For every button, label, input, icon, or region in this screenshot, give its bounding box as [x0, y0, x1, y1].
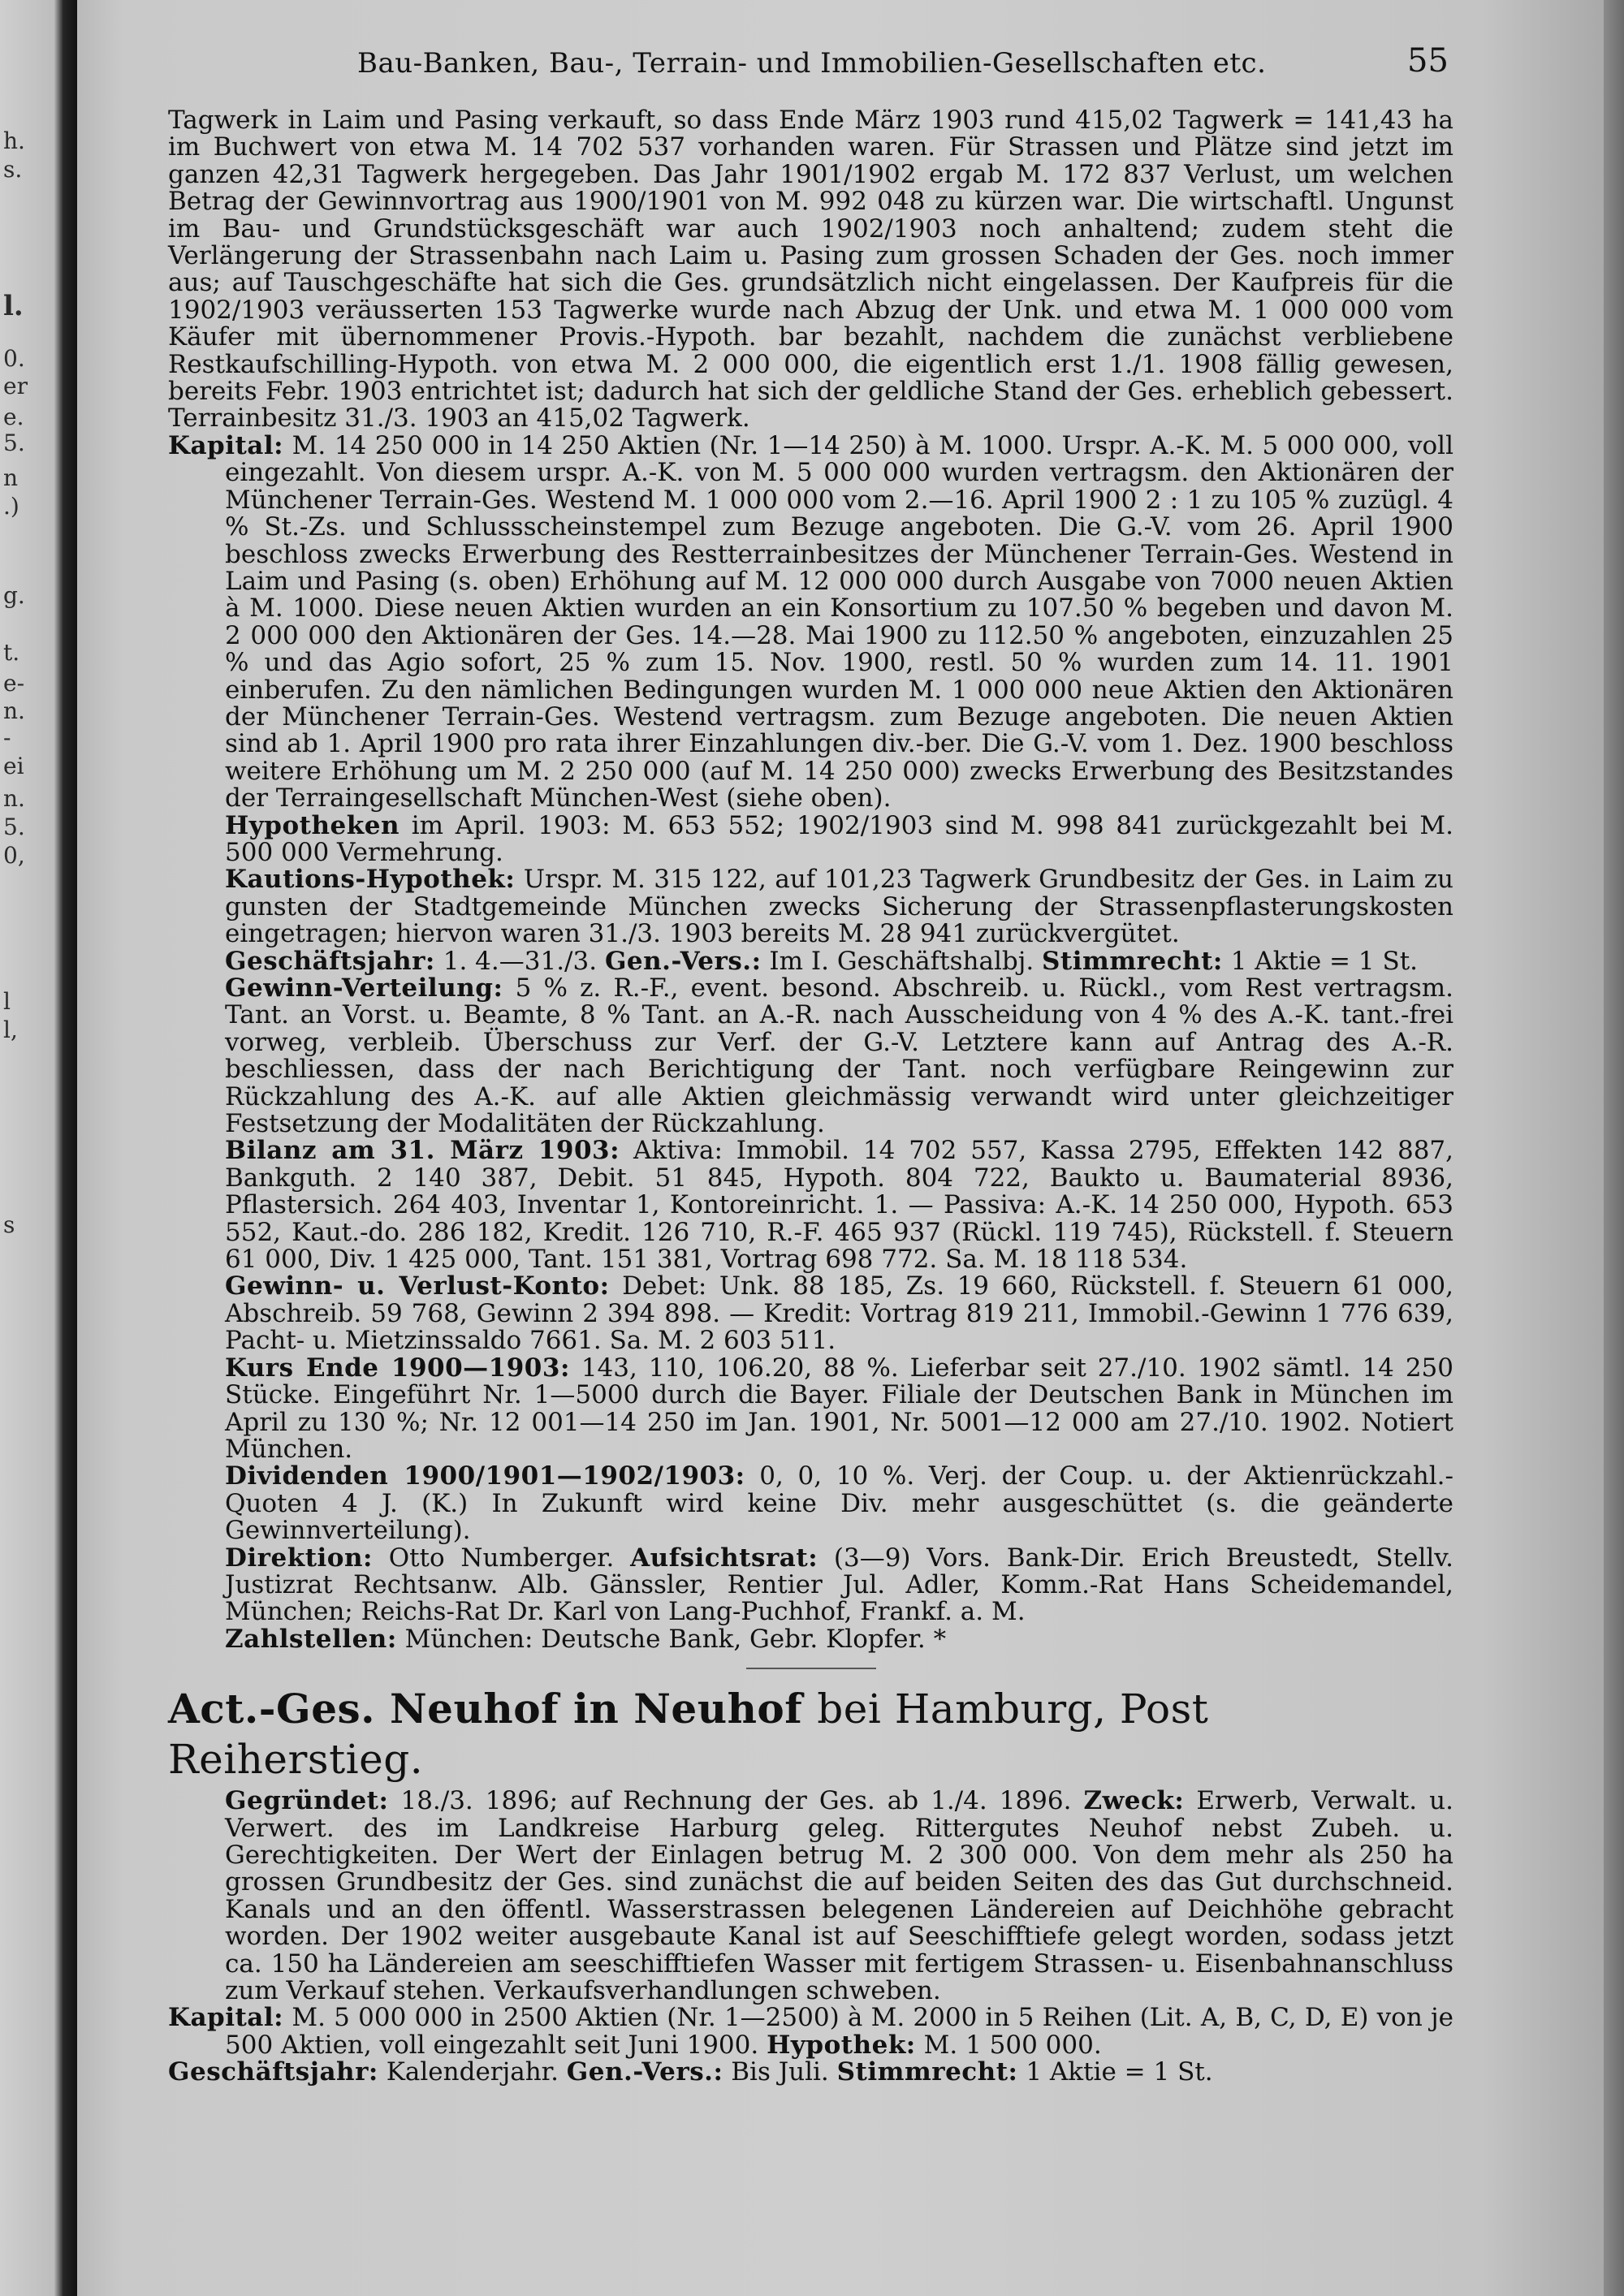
- kautions-label: Kautions-Hypothek:: [225, 865, 516, 895]
- gegruendet-label: Gegründet:: [225, 1786, 389, 1816]
- geschaeftsjahr-label: Geschäftsjahr:: [225, 946, 435, 976]
- book-binding-right: [1604, 0, 1624, 2296]
- dividenden-entry: [168, 1463, 1453, 1544]
- company-name: Act.-Ges. Neuhof in Neuhof: [168, 1685, 803, 1733]
- previous-page-fragments: [0, 0, 57, 2296]
- bilanz-entry: [168, 1137, 1453, 1273]
- margin-fragment: l.: [3, 290, 24, 322]
- page-body: [168, 107, 1453, 2087]
- genvers-label: Gen.-Vers.:: [604, 946, 762, 976]
- neuhof-stimmrecht-text: 1 Aktie = 1 St.: [1026, 2057, 1213, 2087]
- dividenden-label: Dividenden 1900/1901—1902/1903:: [225, 1461, 745, 1491]
- kautions-entry: [168, 866, 1453, 947]
- margin-fragment: s: [3, 1211, 15, 1238]
- margin-fragment: er: [3, 373, 28, 399]
- margin-fragment: l: [3, 988, 11, 1015]
- company-location: bei Hamburg, Post Reiherstieg.: [168, 1685, 1209, 1784]
- margin-fragment: n.: [3, 785, 25, 812]
- hypotheken-entry: [168, 810, 1453, 867]
- guv-entry: [168, 1273, 1453, 1354]
- zweck-text: Erwerb, Verwalt. u. Verwert. des im Landkreise Harburg geleg. Rittergutes Neuhof nebst Zubeh. u. Gerechtigkeiten. Der Wert der Einlagen betrug M. 2 300 000. Von dem mehr als 250 ha grossen Grundbesitz der Ges. sind zunächst die auf beiden Seiten des das Gut durchschneid. Kanals und an den öffentl. Wasserstrassen belegenen Ländereien auf Deichhöhe gebracht worden. Der 1902 weiter ausgebaute Kanal ist auf Seeschifftiefe gelegt worden, sodass jetzt ca. 150 ha Ländereien am seeschifftiefen Wasser mit fertigem Strassen- u. Eisenbahnanschluss zum Verkauf stehen. Verkaufsverhandlungen schweben.: [225, 1786, 1453, 2005]
- margin-fragment: 0,: [3, 842, 25, 869]
- direktion-label: Direktion:: [225, 1543, 373, 1573]
- margin-fragment: g.: [3, 582, 25, 609]
- kurs-entry: [168, 1355, 1453, 1464]
- stimmrecht-text: 1 Aktie = 1 St.: [1230, 946, 1419, 976]
- neuhof-stimmrecht-label: Stimmrecht:: [836, 2057, 1018, 2087]
- neuhof-geschaeftsjahr-label: Geschäftsjahr:: [168, 2057, 378, 2087]
- hypotheken-label: Hypotheken: [225, 810, 400, 840]
- margin-fragment: 5.: [3, 429, 25, 456]
- gegruendet-text: 18./3. 1896; auf Rechnung der Ges. ab 1./4. 1896.: [400, 1786, 1072, 1816]
- neuhof-kapital-label: Kapital:: [168, 2003, 284, 2033]
- margin-fragment: n.: [3, 697, 25, 724]
- kurs-label: Kurs Ende 1900—1903:: [225, 1353, 570, 1383]
- neuhof-geschaeftsjahr-entry: [168, 2059, 1453, 2086]
- guv-label: Gewinn- u. Verlust-Konto:: [225, 1271, 610, 1301]
- margin-fragment: 5.: [3, 814, 25, 840]
- stimmrecht-label: Stimmrecht:: [1042, 946, 1223, 976]
- aufsichtsrat-text: (3—9) Vors. Bank-Dir. Erich Breustedt, Stellv. Justizrat Rechtsanw. Alb. Gänssler, Rentier Jul. Adler, Komm.-Rat Hans Scheidemandel, München; Reichs-Rat Dr. Karl von Lang-Puchhof, Frankf. a. M.: [225, 1543, 1453, 1627]
- westend-continuation: [168, 107, 1453, 1653]
- margin-fragment: h.: [3, 127, 25, 154]
- neuhof-geschaeftsjahr-text: Kalenderjahr.: [386, 2057, 559, 2087]
- dividenden-text: 0, 0, 10 %. Verj. der Coup. u. der Aktienrückzahl.-Quoten 4 J. (K.) In Zukunft wird keine Div. mehr ausgeschüttet (s. die geänderte Gewinnverteilung).: [225, 1461, 1453, 1546]
- margin-fragment: l,: [3, 1016, 18, 1043]
- direktion-entry: [168, 1545, 1453, 1626]
- geschaeftsjahr-text: 1. 4.—31./3.: [443, 946, 598, 976]
- gewinnverteilung-label: Gewinn-Verteilung:: [225, 973, 503, 1003]
- aufsichtsrat-label: Aufsichtsrat:: [630, 1543, 818, 1573]
- genvers-text: Im I. Geschäftshalbj.: [769, 946, 1034, 976]
- margin-fragment: e.: [3, 404, 24, 430]
- page-number: 55: [1407, 42, 1449, 80]
- margin-fragment: e-: [3, 670, 25, 697]
- company-title: [168, 1684, 1453, 1785]
- kurs-text: 143, 110, 106.20, 88 %. Lieferbar seit 27./10. 1902 sämtl. 14 250 Stücke. Eingeführt Nr. 1—5000 durch die Bayer. Filiale der Deutschen Bank in München im April zu 130 %; Nr. 12 001—14 250 im Jan. 1901, Nr. 5001—12 000 am 27./10. 1902. Notiert München.: [225, 1353, 1453, 1464]
- margin-fragment: -: [3, 724, 11, 751]
- hypothek-text: M. 1 500 000.: [923, 2030, 1102, 2060]
- kapital-text: M. 14 250 000 in 14 250 Aktien (Nr. 1—14 250) à M. 1000. Urspr. A.-K. M. 5 000 000, voll eingezahlt. Von diesem urspr. A.-K. von M. 5 000 000 wurden vertragsm. den Aktionären der Münchener Terrain-Ges. Westend M. 1 000 000 vom 2.—16. April 1900 2 : 1 zu 105 % zuzügl. 4 % St.-Zs. und Schlussscheinstempel zum Bezuge angeboten. Die G.-V. vom 26. April 1900 beschloss zwecks Erwerbung des Restterrainbesitzes der Münchener Terrain-Ges. Westend in Laim und Pasing (s. oben) Erhöhung auf M. 12 000 000 durch Ausgabe von 7000 neuen Aktien à M. 1000. Diese neuen Aktien wurden an ein Konsortium zu 107.50 % begeben und davon M. 2 000 000 den Aktionären der Ges. 14.—28. Mai 1900 zu 112.50 % angeboten, einzuzahlen 25 % und das Agio sofort, 25 % zum 15. Nov. 1900, restl. 50 % wurden zum 14. 11. 1901 einberufen. Zu den nämlichen Bedingungen wurden M. 1 000 000 neue Aktien den Aktionären der Münchener Terrain-Ges. Westend vertragsm. zum Bezuge angeboten. Die neuen Aktien sind ab 1. April 1900 pro rata ihrer Einzahlungen div.-ber. Die G.-V. vom 1. Dez. 1900 beschloss weitere Erhöhung um M. 2 250 000 (auf M. 14 250 000) zwecks Erwerbung des Besitzstandes der Terraingesellschaft München-West (siehe oben).: [225, 430, 1453, 814]
- bilanz-text: Aktiva: Immobil. 14 702 557, Kassa 2795, Effekten 142 887, Bankguth. 2 140 387, Debit. 51 845, Hypoth. 804 722, Baukto u. Baumaterial 8936, Pflastersich. 264 403, Inventar 1, Kontoreinricht. 1. — Passiva: A.-K. 14 250 000, Hypoth. 653 552, Kaut.-do. 286 182, Kredit. 126 710, R.-F. 465 937 (Rückl. 119 745), Rückstell. f. Steuern 61 000, Div. 1 425 000, Tant. 151 381, Vortrag 698 772. Sa. M. 18 118 534.: [225, 1136, 1454, 1275]
- hypothek-label: Hypothek:: [767, 2030, 916, 2060]
- running-header: Bau-Banken, Bau-, Terrain- und Immobilien-Gesellschaften etc.: [357, 47, 1267, 80]
- intro-paragraph: Tagwerk in Laim und Pasing verkauft, so dass Ende März 1903 rund 415,02 Tagwerk = 141,43 ha im Buchwert von etwa M. 14 702 537 vorhanden waren. Für Strassen und Plätze sind jetzt im ganzen 42,31 Tagwerk hergegeben. Das Jahr 1901/1902 ergab M. 172 837 Verlust, um welchen Betrag der Gewinnvortrag aus 1900/1901 von M. 992 048 zu kürzen war. Die wirtschaftl. Ungunst im Bau- und Grundstücksgeschäft war auch 1902/1903 noch anhaltend; zudem steht die Verlängerung der Strassenbahn nach Laim u. Pasing zum grossen Schaden der Ges. noch immer aus; auf Tauschgeschäfte hat sich die Ges. grundsätzlich nicht eingelassen. Der Kaufpreis für die 1902/1903 veräusserten 153 Tagwerke wurde nach Abzug der Unk. und etwa M. 1 000 000 vom Käufer mit übernommener Provis.-Hypoth. bar bezahlt, nachdem die zunächst verbliebene Restkaufschilling-Hypoth. von etwa M. 2 000 000, die eigentlich erst 1./1. 1908 fällig gewesen, bereits Febr. 1903 entrichtet ist; dadurch hat sich der geldliche Stand der Ges. erheblich gebessert. Terrainbesitz 31./3. 1903 an 415,02 Tagwerk.: [168, 106, 1453, 434]
- neuhof-genvers-label: Gen.-Vers.:: [566, 2057, 723, 2087]
- zahlstellen-label: Zahlstellen:: [225, 1624, 397, 1654]
- kautions-text: Urspr. M. 315 122, auf 101,23 Tagwerk Grundbesitz der Ges. in Laim zu gunsten der Stadtgemeinde München zwecks Sicherung der Strassenpflasterungskosten eingetragen; hiervon waren 31./3. 1903 bereits M. 28 941 zurückvergütet.: [225, 865, 1453, 949]
- kapital-label: Kapital:: [168, 430, 284, 460]
- zahlstellen-text: München: Deutsche Bank, Gebr. Klopfer. *: [404, 1624, 947, 1654]
- margin-fragment: n: [3, 464, 19, 491]
- geschaeftsjahr-entry: [168, 948, 1453, 975]
- section-divider: [746, 1668, 876, 1669]
- neuhof-kapital-entry: [168, 2005, 1453, 2059]
- zahlstellen-entry: [168, 1626, 1453, 1653]
- gewinnverteilung-text: 5 % z. R.-F., event. besond. Abschreib. u. Rückl., vom Rest vertragsm. Tant. an Vorst. u. Beamte, 8 % Tant. an A.-R. nach Ausscheidung von 4 % des A.-K. tant.-frei vorweg, verbleib. Überschuss zur Verf. der G.-V. Letztere kann auf Antrag des A.-R. beschliessen, dass der nach Berichtigung der Tant. noch verfügbare Reingewinn zur Rückzahlung des A.-K. auf alle Aktien gleichmässig verwandt wird unter gleichzeitiger Festsetzung der Modalitäten der Rückzahlung.: [225, 973, 1453, 1139]
- margin-fragment: ei: [3, 753, 24, 779]
- margin-fragment: 0.: [3, 345, 25, 372]
- margin-fragment: .): [3, 493, 19, 520]
- hypotheken-text: im April. 1903: M. 653 552; 1902/1903 sind M. 998 841 zurückgezahlt bei M. 500 000 Vermehrung.: [225, 810, 1453, 867]
- margin-fragment: t.: [3, 639, 20, 666]
- margin-fragment: s.: [3, 156, 23, 183]
- guv-text: Debet: Unk. 88 185, Zs. 19 660, Rückstell. f. Steuern 61 000, Abschreib. 59 768, Gewinn 2 394 898. — Kredit: Vortrag 819 211, Immobil.-Gewinn 1 776 639, Pacht- u. Mietzinssaldo 7661. Sa. M. 2 603 511.: [225, 1271, 1453, 1356]
- bilanz-label: Bilanz am 31. März 1903:: [225, 1136, 620, 1166]
- gegruendet-entry: [168, 1788, 1453, 2005]
- kapital-entry: [168, 430, 1453, 814]
- neuhof-genvers-text: Bis Juli.: [731, 2057, 829, 2087]
- neuhof-kapital-text: M. 5 000 000 in 2500 Aktien (Nr. 1—2500) à M. 2000 in 5 Reihen (Lit. A, B, C, D, E) von je 500 Aktien, voll eingezahlt seit Juni 1900.: [225, 2003, 1453, 2060]
- gewinnverteilung-entry: [168, 975, 1453, 1137]
- zweck-label: Zweck:: [1083, 1786, 1185, 1816]
- neuhof-entry: [168, 1684, 1453, 2086]
- direktion-text: Otto Numberger.: [388, 1543, 615, 1573]
